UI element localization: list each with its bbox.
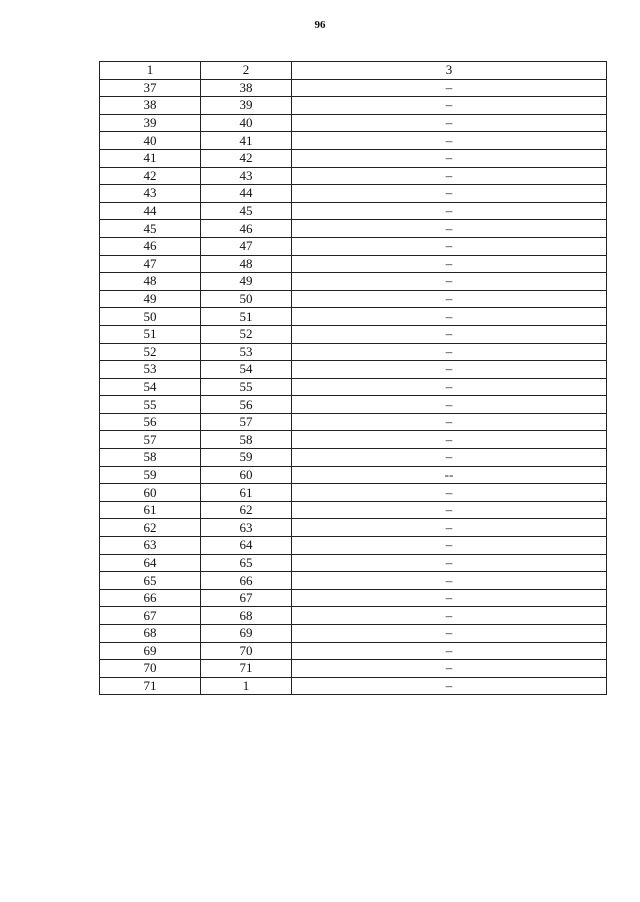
table-cell-col3: –	[292, 290, 607, 308]
table-cell-col1: 58	[100, 449, 201, 467]
table-cell-col2: 52	[201, 325, 292, 343]
table-row	[100, 413, 607, 431]
table-row	[100, 378, 607, 396]
table-cell-col2: 49	[201, 273, 292, 291]
table-cell-col3: –	[292, 79, 607, 97]
table-cell-col1: 40	[100, 132, 201, 150]
table-row	[100, 537, 607, 555]
table-cell-col3: –	[292, 149, 607, 167]
table-row	[100, 237, 607, 255]
table-cell-col3: –	[292, 220, 607, 238]
table-cell-col2: 40	[201, 114, 292, 132]
table-cell-col1: 46	[100, 237, 201, 255]
table-row	[100, 589, 607, 607]
table-cell-col1: 43	[100, 185, 201, 203]
table-row	[100, 325, 607, 343]
table-row	[100, 273, 607, 291]
table-cell-col3: –	[292, 202, 607, 220]
table-cell-col1: 71	[100, 677, 201, 695]
table-row	[100, 361, 607, 379]
table-row	[100, 396, 607, 414]
table-row	[100, 625, 607, 643]
table-row	[100, 466, 607, 484]
table-cell-col3: –	[292, 185, 607, 203]
table-cell-col2: 43	[201, 167, 292, 185]
table-cell-col1: 69	[100, 642, 201, 660]
table-cell-col1: 59	[100, 466, 201, 484]
table-row	[100, 607, 607, 625]
table-cell-col1: 55	[100, 396, 201, 414]
table-cell-col1: 56	[100, 413, 201, 431]
table-row	[100, 97, 607, 115]
column-header-3: 3	[292, 62, 607, 80]
table-cell-col2: 63	[201, 519, 292, 537]
table-cell-col3: –	[292, 97, 607, 115]
table-row	[100, 484, 607, 502]
data-table	[99, 61, 607, 695]
table-cell-col1: 52	[100, 343, 201, 361]
table-cell-col3: –	[292, 308, 607, 326]
column-header-1: 1	[100, 62, 201, 80]
table-row	[100, 554, 607, 572]
table-cell-col3: –	[292, 273, 607, 291]
table-cell-col1: 67	[100, 607, 201, 625]
table-cell-col3: –	[292, 396, 607, 414]
table-cell-col3: –	[292, 255, 607, 273]
table-cell-col2: 66	[201, 572, 292, 590]
table-row	[100, 431, 607, 449]
table-cell-col3: –	[292, 537, 607, 555]
page-number: 96	[314, 19, 326, 31]
table-cell-col1: 64	[100, 554, 201, 572]
table-cell-col2: 41	[201, 132, 292, 150]
table-cell-col2: 44	[201, 185, 292, 203]
table-cell-col3: –	[292, 343, 607, 361]
table-cell-col1: 57	[100, 431, 201, 449]
table-cell-col2: 64	[201, 537, 292, 555]
table-cell-col3: –	[292, 607, 607, 625]
table-cell-col1: 38	[100, 97, 201, 115]
table-row	[100, 449, 607, 467]
table-row	[100, 290, 607, 308]
table-row	[100, 343, 607, 361]
table-cell-col3: –	[292, 413, 607, 431]
table-cell-col3: –	[292, 431, 607, 449]
table-cell-col1: 49	[100, 290, 201, 308]
table-row	[100, 308, 607, 326]
table-row	[100, 220, 607, 238]
table-cell-col1: 51	[100, 325, 201, 343]
table-row	[100, 185, 607, 203]
table-cell-col2: 61	[201, 484, 292, 502]
table-cell-col3: –	[292, 325, 607, 343]
table-cell-col1: 39	[100, 114, 201, 132]
table-row	[100, 501, 607, 519]
table-cell-col2: 71	[201, 660, 292, 678]
table-cell-col2: 65	[201, 554, 292, 572]
table-cell-col2: 58	[201, 431, 292, 449]
table-row	[100, 79, 607, 97]
table-row	[100, 114, 607, 132]
table-row	[100, 167, 607, 185]
table-cell-col2: 46	[201, 220, 292, 238]
table-cell-col3: –	[292, 237, 607, 255]
table-cell-col2: 67	[201, 589, 292, 607]
table-row	[100, 677, 607, 695]
table-cell-col1: 45	[100, 220, 201, 238]
table-cell-col1: 60	[100, 484, 201, 502]
table-cell-col2: 62	[201, 501, 292, 519]
table-cell-col2: 60	[201, 466, 292, 484]
table-cell-col2: 39	[201, 97, 292, 115]
table-cell-col2: 54	[201, 361, 292, 379]
table-row	[100, 642, 607, 660]
table-cell-col3: –	[292, 114, 607, 132]
table-body	[100, 79, 607, 695]
table-cell-col1: 70	[100, 660, 201, 678]
table-cell-col2: 53	[201, 343, 292, 361]
table-cell-col3: –	[292, 677, 607, 695]
table-cell-col3: --	[292, 466, 607, 484]
table-cell-col2: 69	[201, 625, 292, 643]
table-row	[100, 149, 607, 167]
table-header	[100, 62, 607, 80]
table-row	[100, 519, 607, 537]
table-cell-col3: –	[292, 449, 607, 467]
table-cell-col2: 56	[201, 396, 292, 414]
table-cell-col2: 59	[201, 449, 292, 467]
table-cell-col2: 51	[201, 308, 292, 326]
table-cell-col3: –	[292, 554, 607, 572]
table-cell-col1: 68	[100, 625, 201, 643]
table-cell-col3: –	[292, 501, 607, 519]
table-cell-col3: –	[292, 484, 607, 502]
table-row	[100, 132, 607, 150]
header-row	[100, 62, 607, 80]
table-cell-col1: 47	[100, 255, 201, 273]
table-cell-col3: –	[292, 572, 607, 590]
table-cell-col3: –	[292, 132, 607, 150]
table-cell-col3: –	[292, 378, 607, 396]
table-cell-col2: 42	[201, 149, 292, 167]
table-cell-col1: 62	[100, 519, 201, 537]
table-cell-col2: 1	[201, 677, 292, 695]
table-cell-col2: 50	[201, 290, 292, 308]
table-cell-col1: 37	[100, 79, 201, 97]
table-cell-col2: 47	[201, 237, 292, 255]
column-header-2: 2	[201, 62, 292, 80]
table-cell-col3: –	[292, 625, 607, 643]
table-cell-col3: –	[292, 660, 607, 678]
table-row	[100, 572, 607, 590]
table-cell-col1: 41	[100, 149, 201, 167]
table-cell-col1: 48	[100, 273, 201, 291]
table-cell-col3: –	[292, 642, 607, 660]
table-cell-col2: 48	[201, 255, 292, 273]
table-cell-col3: –	[292, 519, 607, 537]
table-row	[100, 255, 607, 273]
table-cell-col3: –	[292, 589, 607, 607]
table-cell-col3: –	[292, 361, 607, 379]
table-cell-col1: 65	[100, 572, 201, 590]
table-cell-col3: –	[292, 167, 607, 185]
table-cell-col2: 68	[201, 607, 292, 625]
table-cell-col2: 38	[201, 79, 292, 97]
table-cell-col2: 55	[201, 378, 292, 396]
table-cell-col1: 42	[100, 167, 201, 185]
table-cell-col2: 70	[201, 642, 292, 660]
table-cell-col1: 50	[100, 308, 201, 326]
table-cell-col1: 61	[100, 501, 201, 519]
table-cell-col1: 66	[100, 589, 201, 607]
table-cell-col1: 54	[100, 378, 201, 396]
table-row	[100, 202, 607, 220]
table-cell-col1: 63	[100, 537, 201, 555]
table-cell-col2: 45	[201, 202, 292, 220]
table-cell-col1: 53	[100, 361, 201, 379]
table-row	[100, 660, 607, 678]
table-cell-col1: 44	[100, 202, 201, 220]
table-cell-col2: 57	[201, 413, 292, 431]
